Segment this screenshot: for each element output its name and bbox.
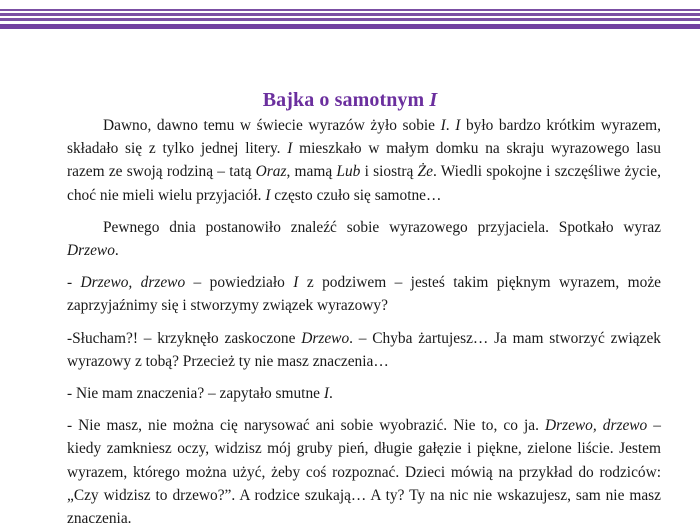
header-rule-line-1 [0, 9, 700, 11]
page-title-plain: Bajka o samotnym [262, 89, 430, 112]
text-run: , mamą [286, 163, 337, 181]
emphasized-word: Oraz [255, 163, 287, 181]
text-run: -Słucham?! – krzyknęło zaskoczone [67, 329, 302, 347]
emphasized-word: I [455, 117, 461, 134]
story-paragraph [67, 271, 661, 317]
emphasized-word: Drzewo [301, 329, 350, 347]
story-paragraph [67, 414, 661, 530]
story-paragraph [67, 114, 661, 207]
text-run: Dawno, dawno temu w świecie wyrazów żyło sobie [103, 117, 441, 134]
story-body [67, 114, 661, 530]
text-run: . [328, 385, 333, 403]
text-run: z podziwem – jesteś takim pięknym wyrazem, może zaprzyjaźnimy się i stworzymy związek wyrazowy? [67, 274, 661, 315]
text-run: . [114, 242, 119, 260]
text-run: - Nie mam znaczenia? – zapytało smutne [67, 385, 324, 403]
emphasized-word: I [323, 385, 329, 403]
emphasized-word: Lub [336, 163, 361, 181]
emphasized-word: Drzewo, drzewo [544, 417, 648, 435]
text-run: było bardzo krótkim wyrazem, składało się z tylko jednej litery. [67, 117, 662, 158]
emphasized-word: I [265, 186, 271, 204]
emphasized-word: I [293, 274, 299, 292]
header-rule-line-2 [0, 13, 700, 16]
text-run: mieszkało w małym domku na skraju wyrazowego lasu razem ze swoją rodziną – tatą [67, 140, 662, 181]
text-run: i siostrą [360, 163, 418, 181]
emphasized-word: I [440, 117, 446, 134]
text-run: . Wiedli spokojne i szczęśliwe życie, choć nie mieli wielu przyjaciół. [67, 163, 661, 204]
emphasized-word: Że [417, 163, 433, 181]
emphasized-word: I [287, 140, 293, 158]
text-run: - [67, 274, 81, 292]
story-paragraph [67, 382, 661, 405]
text-run: . [445, 117, 456, 134]
text-run: – kiedy zamkniesz oczy, widzisz mój gruby pień, długie gałęzie i piękne, zielone liście. Jestem wyrazem, którego można użyć, żeby coś rozpoznać. Dzieci mówią na przykład do rodziców: „Czy widzisz to drzewo?”. A rodzice szukają… A ty? Ty na nic nie wskazujesz, sam nie masz znaczenia. [67, 417, 662, 528]
text-run: – powiedziało [185, 274, 294, 292]
text-run: - Nie masz, nie można cię narysować ani sobie wyobrazić. Nie to, co ja. [67, 417, 545, 435]
page-title-italic-letter: I [429, 89, 438, 112]
header-rule-line-4 [0, 24, 700, 29]
text-run: . – Chyba żartujesz… Ja mam stworzyć związek wyrazowy z tobą? Przecież ty nie masz znaczenia… [67, 329, 661, 370]
text-run: często czuło się samotne… [270, 186, 442, 204]
header-rule-line-3 [0, 18, 700, 21]
header-decorative-rule [0, 9, 700, 30]
text-run: Pewnego dnia postanowiło znaleźć sobie wyrazowego przyjaciela. Spotkało wyraz [103, 218, 661, 236]
story-paragraph [67, 216, 661, 262]
emphasized-word: Drzewo, drzewo [80, 274, 186, 292]
story-paragraph [67, 327, 661, 373]
page-title [0, 89, 700, 112]
emphasized-word: Drzewo [67, 242, 115, 260]
